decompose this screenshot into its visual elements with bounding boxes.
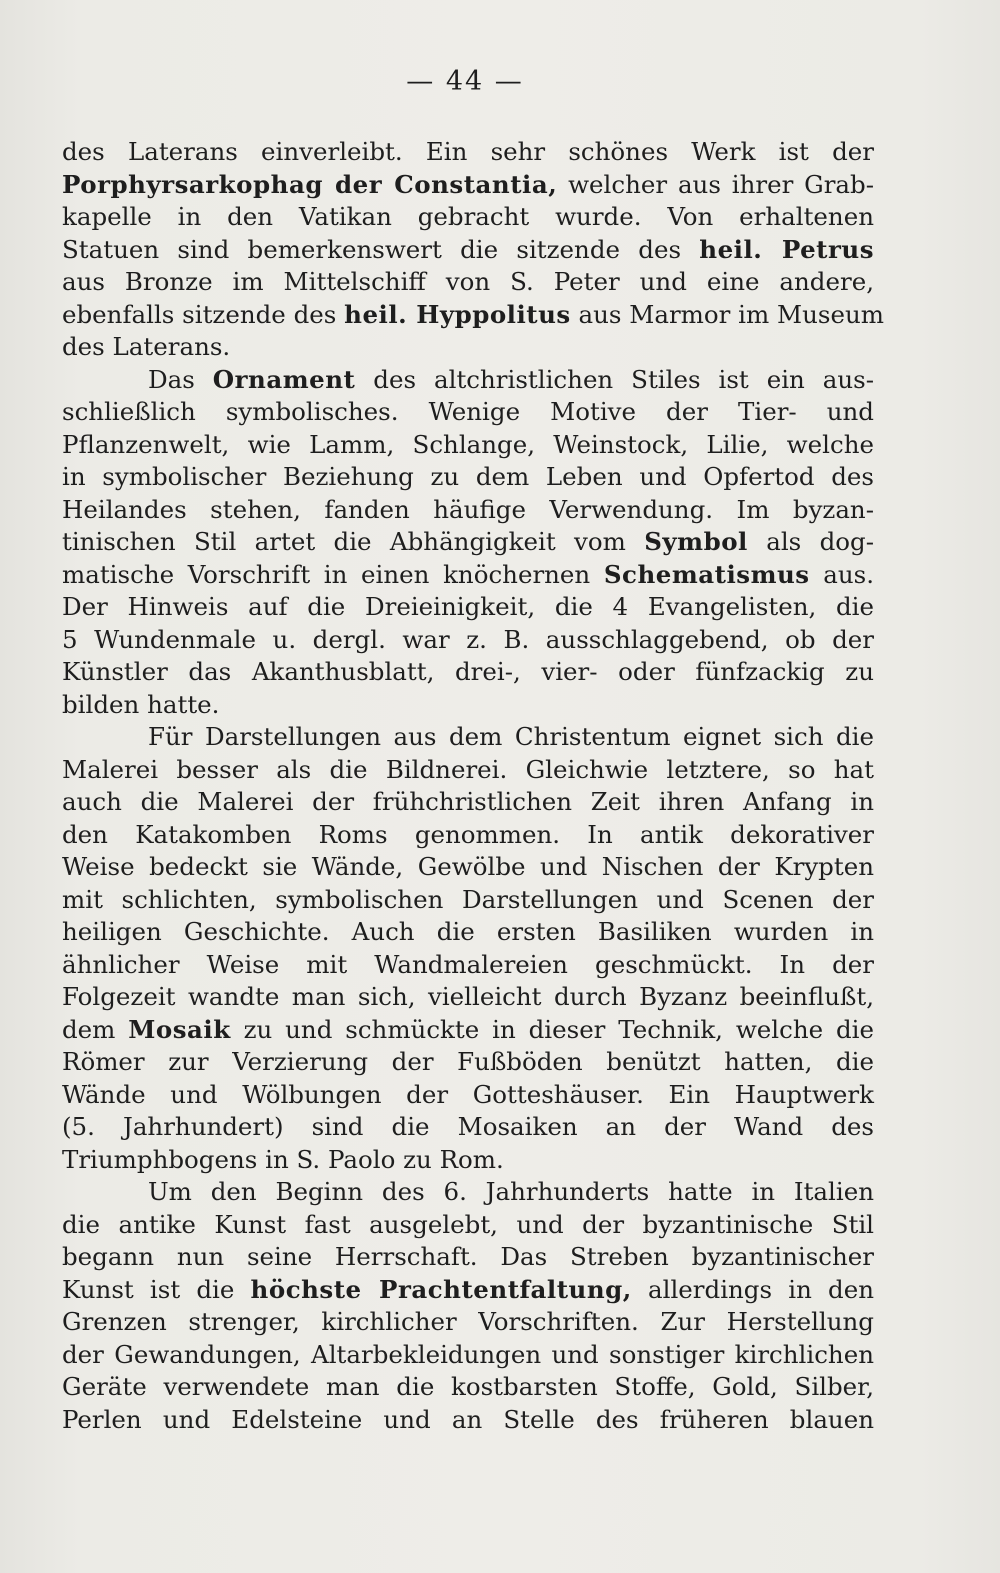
- text-segment: Statuen sind bemerkenswert die sitzende des: [62, 234, 700, 264]
- text-segment: ebenfalls sitzende des: [62, 299, 345, 329]
- text-line: [62, 429, 874, 462]
- text-line: [62, 1111, 874, 1144]
- text-segment: Heilandes stehen, fanden häufige Verwendung. Im byzan-: [62, 494, 874, 524]
- text-segment: Pflanzenwelt, wie Lamm, Schlange, Weinstock, Lilie, welche: [62, 429, 874, 459]
- text-line: [62, 1209, 874, 1242]
- text-segment: den Katakomben Roms genommen. In antik dekorativer: [62, 819, 874, 849]
- text-segment: des altchristlichen Stiles ist ein aus-: [355, 364, 874, 394]
- text-segment: zu und schmückte in dieser Technik, welche die: [230, 1014, 875, 1044]
- text-line: [62, 559, 874, 592]
- text-segment: allerdings in den: [631, 1274, 874, 1304]
- text-segment: aus.: [809, 559, 874, 589]
- text-segment: als dog-: [747, 527, 874, 556]
- body-text: [62, 136, 884, 1436]
- text-segment: Der Hinweis auf die Dreieinigkeit, die 4 Evangelisten, die: [62, 592, 874, 621]
- text-line: [62, 591, 874, 624]
- text-line: [62, 299, 884, 332]
- text-segment: Um den Beginn des 6. Jahrhunderts hatte in Italien: [148, 1177, 874, 1206]
- text-segment: bilden hatte.: [62, 689, 220, 719]
- text-segment: Malerei besser als die Bildnerei. Gleichwie letztere, so hat: [62, 754, 874, 784]
- text-line: [62, 1404, 874, 1437]
- text-line: [62, 234, 874, 267]
- text-line: [62, 1274, 874, 1307]
- text-line: [62, 721, 874, 754]
- text-segment: Triumphbogens in S. Paolo zu Rom.: [62, 1144, 504, 1174]
- page-number: — 44 —: [406, 66, 524, 97]
- text-line: [62, 689, 874, 722]
- text-line: [62, 461, 874, 494]
- text-segment: Folgezeit wandte man sich, vielleicht durch Byzanz beeinflußt,: [62, 982, 874, 1011]
- text-segment: des Laterans einverleibt. Ein sehr schönes Werk ist der: [62, 137, 874, 166]
- text-line: [62, 396, 874, 429]
- emphasized-term: Schematismus: [603, 559, 810, 589]
- text-line: [62, 624, 874, 657]
- emphasized-term: Mosaik: [128, 1014, 231, 1044]
- text-segment: aus Bronze im Mittelschiff von S. Peter und eine andere,: [62, 267, 874, 296]
- text-line: [62, 884, 874, 917]
- emphasized-term: Symbol: [644, 527, 748, 556]
- text-segment: Perlen und Edelsteine und an Stelle des früheren blauen: [62, 1404, 874, 1434]
- text-segment: kapelle in den Vatikan gebracht wurde. Von erhaltenen: [62, 202, 874, 231]
- text-line: [62, 754, 874, 787]
- text-line: [62, 136, 874, 169]
- text-segment: schließlich symbolisches. Wenige Motive der Tier- und: [62, 397, 874, 426]
- text-line: [62, 1306, 874, 1339]
- text-line: [62, 526, 874, 559]
- emphasized-term: Porphyrsarkophag der Constantia,: [62, 169, 558, 199]
- text-line: [62, 851, 874, 884]
- text-line: [62, 1176, 874, 1209]
- text-segment: die antike Kunst fast ausgelebt, und der byzantinische Stil: [62, 1209, 874, 1239]
- text-segment: in symbolischer Beziehung zu dem Leben und Opfertod des: [62, 462, 874, 491]
- text-segment: der Gewandungen, Altarbekleidungen und sonstiger kirchlichen: [62, 1339, 874, 1369]
- text-line: [62, 201, 874, 234]
- text-segment: welcher aus ihrer Grab-: [557, 169, 874, 199]
- emphasized-term: heil. Hyppolitus: [344, 299, 571, 329]
- text-segment: aus Marmor im Museum: [570, 299, 884, 329]
- text-segment: auch die Malerei der frühchristlichen Zeit ihren Anfang in: [62, 787, 874, 816]
- text-line: [62, 1014, 874, 1047]
- text-segment: begann nun seine Herrschaft. Das Streben byzantinischer: [62, 1242, 874, 1271]
- text-segment: Das: [148, 364, 213, 394]
- text-segment: des Laterans.: [62, 332, 231, 361]
- text-segment: dem: [62, 1014, 129, 1044]
- emphasized-term: Ornament: [212, 364, 356, 394]
- text-line: [62, 1241, 874, 1274]
- text-line: [62, 1144, 874, 1177]
- text-segment: Für Darstellungen aus dem Christentum eignet sich die: [148, 722, 874, 751]
- text-segment: 5 Wundenmale u. dergl. war z. B. ausschlaggebend, ob der: [62, 624, 874, 654]
- text-line: [62, 1079, 874, 1112]
- text-line: [62, 949, 874, 982]
- text-segment: Weise bedeckt sie Wände, Gewölbe und Nischen der Krypten: [62, 852, 874, 881]
- text-segment: Grenzen strenger, kirchlicher Vorschriften. Zur Herstellung: [62, 1307, 874, 1336]
- text-line: [62, 364, 874, 397]
- text-segment: (5. Jahrhundert) sind die Mosaiken an der Wand des: [62, 1112, 874, 1141]
- text-segment: Kunst ist die: [62, 1274, 251, 1304]
- text-segment: tinischen Stil artet die Abhängigkeit vom: [62, 527, 645, 556]
- text-segment: Wände und Wölbungen der Gotteshäuser. Ein Hauptwerk: [62, 1079, 874, 1109]
- text-line: [62, 981, 874, 1014]
- text-segment: Geräte verwendete man die kostbarsten Stoffe, Gold, Silber,: [62, 1372, 874, 1401]
- emphasized-term: heil. Petrus: [699, 234, 875, 264]
- text-line: [62, 916, 874, 949]
- text-line: [62, 331, 874, 364]
- text-line: [62, 1339, 874, 1372]
- text-line: [62, 494, 874, 527]
- text-line: [62, 656, 874, 689]
- text-line: [62, 169, 874, 202]
- text-segment: Römer zur Verzierung der Fußböden benützt hatten, die: [62, 1047, 874, 1076]
- text-line: [62, 1371, 874, 1404]
- text-segment: mit schlichten, symbolischen Darstellungen und Scenen der: [62, 884, 874, 914]
- text-line: [62, 786, 874, 819]
- text-line: [62, 266, 874, 299]
- text-segment: ähnlicher Weise mit Wandmalereien geschmückt. In der: [62, 949, 874, 979]
- text-line: [62, 1046, 874, 1079]
- text-line: [62, 819, 874, 852]
- emphasized-term: höchste Prachtentfaltung,: [250, 1274, 632, 1304]
- text-segment: Künstler das Akanthusblatt, drei-, vier- oder fünfzackig zu: [62, 657, 874, 686]
- text-segment: matische Vorschrift in einen knöchernen: [62, 559, 604, 589]
- text-segment: heiligen Geschichte. Auch die ersten Basiliken wurden in: [62, 917, 874, 946]
